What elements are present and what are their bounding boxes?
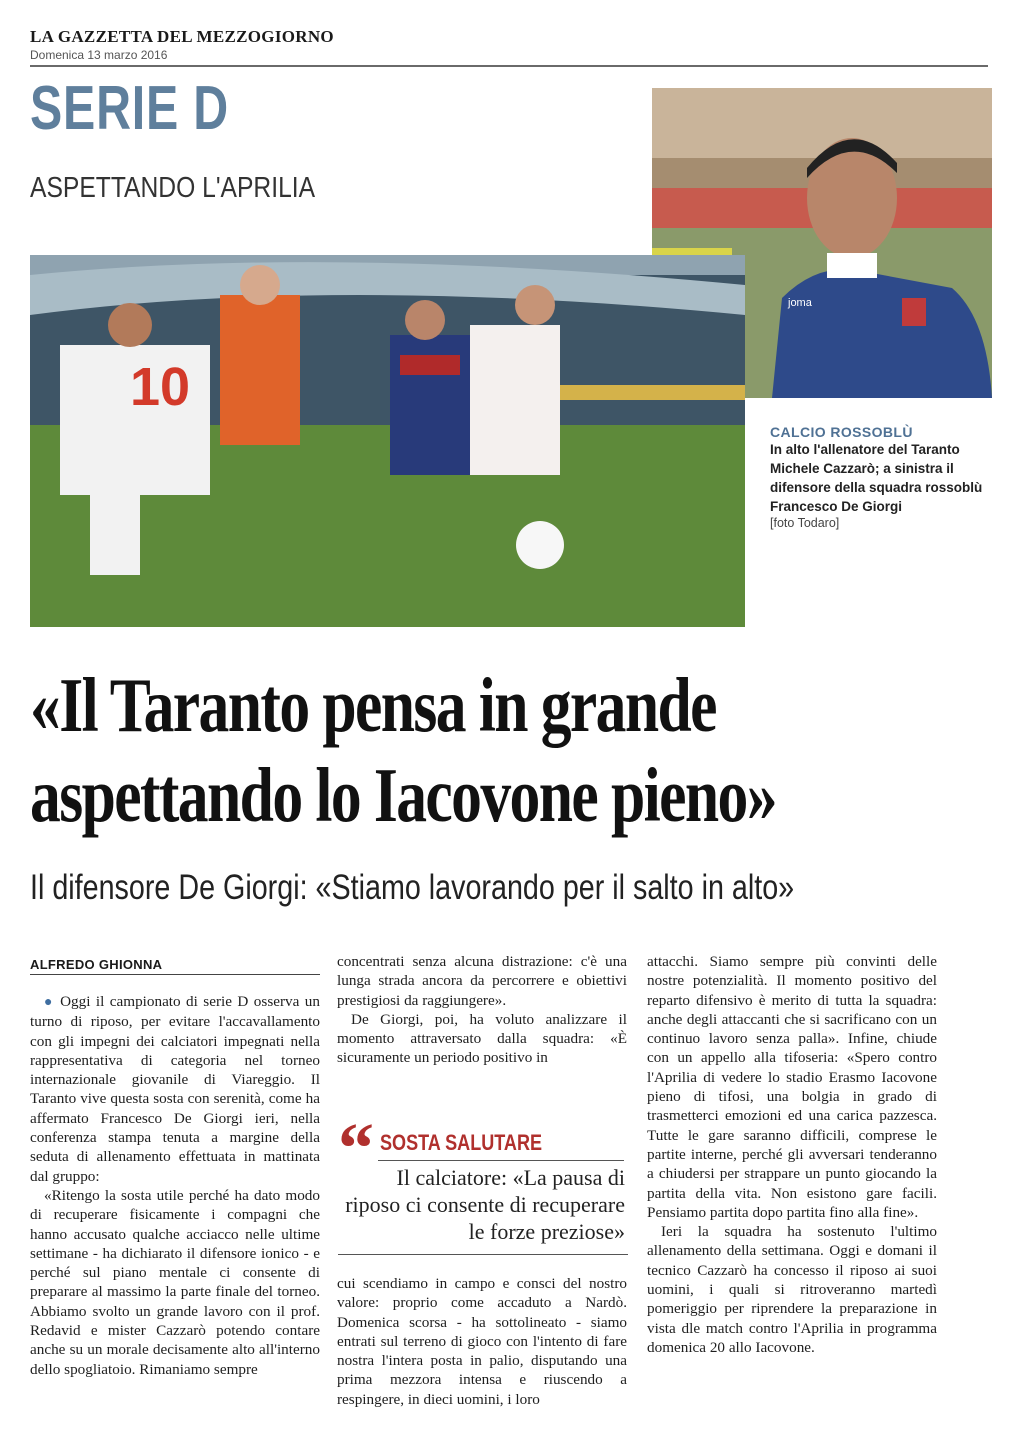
- pull-quote-title: SOSTA SALUTARE: [380, 1130, 543, 1155]
- article-column-3: [647, 952, 937, 1357]
- article-column-1: [30, 992, 320, 1379]
- masthead: LA GAZZETTA DEL MEZZOGIORNO: [30, 27, 334, 46]
- pull-quote-rule: [378, 1160, 624, 1161]
- match-photo-illustration: [30, 255, 745, 627]
- headline-line-1: «Il Taranto pensa in grande: [30, 662, 716, 748]
- top-divider: [30, 65, 988, 67]
- section-kicker: ASPETTANDO L'APRILIA: [30, 172, 316, 204]
- player-number: 10: [130, 357, 191, 417]
- paragraph: ● Oggi il campionato di serie D osserva un turno di riposo, per evitare l'accavallamento con gli impegni dei calciatori impegnati nella rappresentativa di categoria nel torneo internazionale giovanile di Viareggio. Il Taranto vive questa sosta con serenità, come ha affermato Francesco De Giorgi ieri, nella conferenza stampa tenuta a margine della seduta di allenamento effettuata in mattinata dal gruppo:: [30, 993, 320, 1185]
- paragraph: De Giorgi, poi, ha voluto analizzare il momento attraversato dalla squadra: «È sicuramente un periodo positivo in: [337, 1010, 627, 1067]
- article-column-2-bottom: [337, 1274, 627, 1409]
- caption-title: CALCIO ROSSOBLÙ: [770, 424, 913, 440]
- headline-line-2: aspettando lo Iacovone pieno»: [30, 752, 776, 838]
- caption-credit: [foto Todaro]: [770, 516, 840, 530]
- byline: ALFREDO GHIONNA: [30, 957, 163, 972]
- subheadline: Il difensore De Giorgi: «Stiamo lavorando per il salto in alto»: [30, 868, 795, 907]
- paragraph: cui scendiamo in campo e consci del nostro valore: proprio come accaduto a Nardò. Domenica scorsa - ha sottolineato - siamo entrati sul terreno di gioco con l'intento di fare nostra l'intera posta in palio, disputando una prima mezzora intensa e riuscendo a respingere, in dieci uomini, i loro: [337, 1275, 627, 1408]
- quote-mark-icon: “: [338, 1108, 374, 1188]
- paragraph: «Ritengo la sosta utile perché ha dato modo di recuperare fisicamente i compagni che hanno accusato qualche acciacco nelle ultime settimane - ha dichiarato il difensore ionico - e perché sul piano mentale ci consente di preparare al massimo la parte finale del torneo. Abbiamo svolto un grande lavoro con il prof. Redavid e mister Cazzarò potendo contare anche su un morale decisamente alto all'interno dello spogliatoio. Rimaniamo sempre: [30, 1186, 320, 1378]
- article-column-2-top: [337, 952, 627, 1068]
- paragraph: concentrati senza alcuna distrazione: c'è una lunga strada ancora da percorrere e obiettivi prestigiosi da raggiungere».: [337, 953, 627, 1009]
- publication-date: Domenica 13 marzo 2016: [30, 48, 168, 62]
- byline-rule: [30, 974, 320, 975]
- caption-text: In alto l'allenatore del Taranto Michele Cazzarò; a sinistra il difensore della squadra rossoblù Francesco De Giorgi: [770, 442, 983, 514]
- photo-caption: [770, 424, 988, 530]
- paragraph: attacchi. Siamo sempre più convinti delle nostre potenzialità. Il momento positivo del reparto difensivo è merito di tutta la squadra: anche degli attaccanti che si sacrificano con un continuo lavoro senza palla». Infine, chiude con un appello alla tifoseria: «Spero contro l'Aprilia di vedere lo stadio Erasmo Iacovone pieno di tifosi, una bolgia in grado di trasmetterci emozioni ed una carica pazzesca. Tutte le gare saranno difficili, comprese le partite interne, perché gli avversari tenderanno a chiudersi per strappare un punto giocando la partita della vita. Non esistono gare facili. Pensiamo partita dopo partita fino alla fine».: [647, 953, 937, 1221]
- pull-quote-text: Il calciatore: «La pausa di riposo ci consente di recuperare le forze preziose»: [345, 1165, 625, 1244]
- paragraph: Ieri la squadra ha sostenuto l'ultimo allenamento della settimana. Oggi e domani il tecnico Cazzarò ha concesso il riposo ai suoi uomini, i quali si ritroveranno martedì pomeriggio per riprendere la preparazione in vista dle match contro l'Aprilia in programma domenica 20 allo Iacovone.: [647, 1223, 937, 1356]
- bullet-icon: ●: [44, 995, 55, 1010]
- section-title: SERIE D: [30, 74, 229, 143]
- pull-quote-bottom-rule: [338, 1254, 628, 1255]
- match-photo: [30, 255, 745, 627]
- shirt-sponsor: joma: [788, 297, 812, 309]
- headline: [30, 660, 1000, 840]
